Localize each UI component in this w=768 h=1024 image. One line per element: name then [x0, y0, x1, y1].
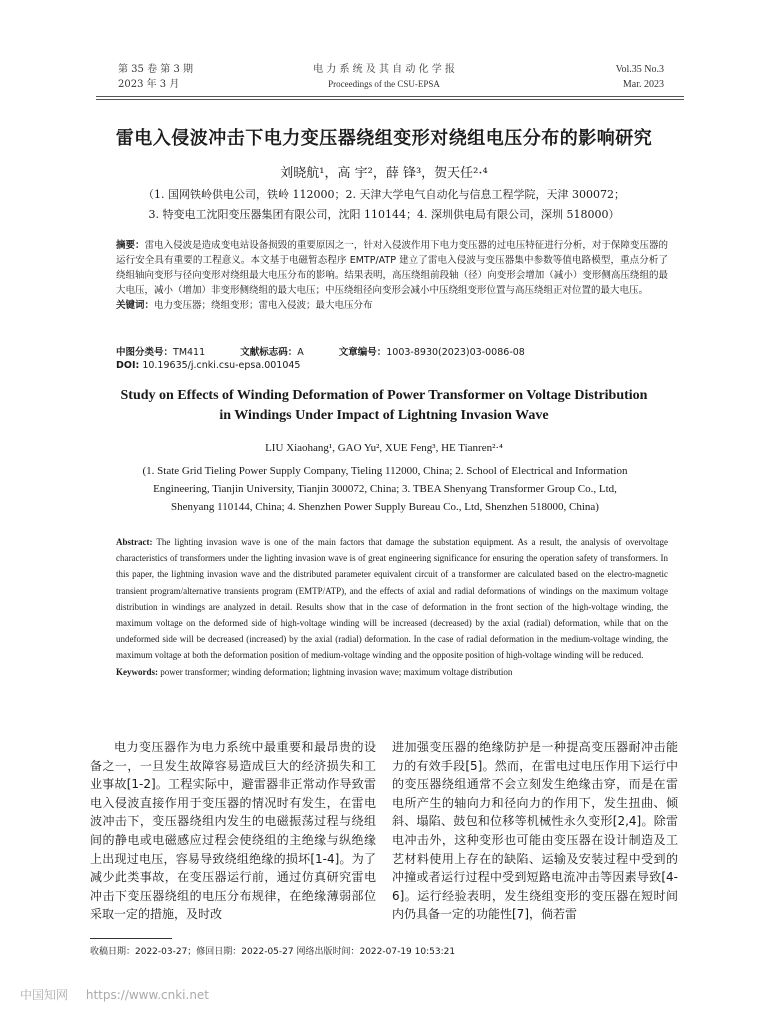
doc-code-value: A	[297, 347, 304, 358]
paper-title-cn: 雷电入侵波冲击下电力变压器绕组变形对绕组电压分布的影响研究	[115, 128, 653, 149]
received-dates-footnote: 收稿日期：2022-03-27；修回日期：2022-05-27 网络出版时间：2022-07-19 10:53:21	[90, 947, 456, 957]
issue-date-text: 2023 年 3 月	[118, 79, 180, 90]
body-column-right	[392, 738, 678, 924]
clc-value: TM411	[173, 347, 206, 358]
authors-en: LIU Xiaohang¹, GAO Yu², XUE Feng³, HE Tianren²·⁴	[265, 442, 503, 454]
affiliation-cn-line2: 3. 特变电工沈阳变压器集团有限公司，沈阳 110144；4. 深圳供电局有限公司，深圳 518000）	[148, 208, 620, 221]
body-column-left	[90, 738, 376, 924]
volume-issue-text: 第 35 卷 第 3 期	[118, 64, 193, 75]
paper-title-en	[0, 386, 768, 426]
month-year-text: Mar. 2023	[622, 79, 664, 90]
header-rule-top	[96, 96, 684, 97]
doi-link[interactable]: 10.19635/j.cnki.csu-epsa.001045	[142, 360, 301, 371]
affiliation-en-line1: (1. State Grid Tieling Power Supply Company, Tieling 112000, China; 2. School of Electrical and Information	[142, 465, 628, 477]
article-no-label: 文章编号：	[338, 347, 387, 358]
doi-label: DOI:	[116, 360, 140, 371]
abstract-en-text: The lighting invasion wave is one of the main factors that damage the substation equipment. As a result, the analysis of overvoltage characteristics of transformers under the lighting invasion wave is of great engineering significance for ensuring the operation safety of transformers. In this paper, the lightning invasion wave and the distributed parameter equivalent circuit of a transformer are calculated based on the electro-magnetic transient program/alternative transients program (EMTP/ATP), and the effects of axial and radial deformations of windings on the maximum voltage distribution in windings are analyzed in detail. Results show that in the case of deformation in the front section of the high-voltage winding, the maximum voltage on the deformed side of high-voltage winding will be increased (decreased) by the axial (radial) deformation, while that on the undeformed side will be decreased (increased) by the axial (radial) deformation. In the case of radial deformation in the medium-voltage winding, the maximum voltage at both the deformation position of medium-voltage winding and the opposite position of high-voltage winding will be reduced.	[116, 537, 668, 661]
journal-vol-no-en	[616, 62, 664, 92]
abstract-cn-text: 雷电入侵波是造成变电站设备损毁的重要原因之一，针对入侵波作用下电力变压器的过电压特征进行分析，对于保障变压器的运行安全具有重要的工程意义。本文基于电磁暂态程序 EMTP/ATP 建立了雷电入侵波与变压器集中参数等值电路模型，重点分析了绕组轴向变形与径向变形对绕组最大电压分布的影响。结果表明，高压绕组前段轴（径）向变形会增加（减小）变形侧高压绕组的最大电压，减小（增加）非变形侧绕组的最大电压；中压绕组径向变形会减小中压绕组变形位置与高压绕组正对位置的最大电压。	[116, 240, 668, 296]
keywords-en-label: Keywords:	[116, 666, 158, 677]
abstract-cn	[116, 238, 668, 313]
journal-name-cn: 电 力 系 统 及 其 自 动 化 学 报	[313, 64, 455, 75]
paper-title-en-line1: Study on Effects of Winding Deformation of Power Transformer on Voltage Distribution	[120, 388, 648, 403]
keywords-en: power transformer; winding deformation; lightning invasion wave; maximum voltage distribution	[160, 666, 513, 677]
watermark-url[interactable]: https://www.cnki.net	[85, 988, 210, 1002]
vol-no-text: Vol.35 No.3	[615, 64, 664, 75]
paper-title-en-line2: in Windings Under Impact of Lightning Invasion Wave	[219, 408, 549, 423]
keywords-cn: 电力变压器；绕组变形；雷电入侵波；最大电压分布	[154, 300, 373, 311]
affiliation-en-line2: Engineering, Tianjin University, Tianjin 300072, China; 3. TBEA Shenyang Transformer Group Co., Ltd,	[153, 483, 617, 495]
body-paragraph-right: 进加强变压器的绝缘防护是一种提高变压器耐冲击能力的有效手段[5]。然而，在雷电过电压作用下运行中的变压器绕组通常不会立刻发生绝缘击穿，而是在雷电所产生的轴向力和径向力的作用下，发生扭曲、倾斜、塌陷、鼓包和位移等机械性永久变形[2,4]。除雷电冲击外，这种变形也可能由变压器在设计制造及工艺材料使用上存在的缺陷、运输及安装过程中受到的冲撞或者运行过程中受到短路电流冲击等因素导致[4-6]。运行经验表明，发生绕组变形的变压器在短时间内仍具备一定的功能性[7]，倘若雷	[392, 740, 678, 922]
authors-cn: 刘晓航¹，高 宇²，薛 锋³，贺天任²·⁴	[280, 166, 488, 181]
clc-label: 中图分类号：	[116, 347, 174, 358]
cnki-watermark	[20, 986, 223, 1003]
watermark-site-name: 中国知网	[20, 988, 69, 1002]
affiliation-en-line3: Shenyang 110144, China; 4. Shenzhen Power Supply Bureau Co., Ltd, Shenzhen 518000, China)	[171, 501, 599, 513]
footnote-rule	[90, 938, 172, 939]
classification-line	[116, 344, 557, 358]
header-rule-bottom	[96, 99, 684, 100]
article-no-value: 1003-8930(2023)03-0086-08	[386, 347, 525, 358]
keywords-cn-label: 关键词：	[116, 300, 155, 311]
abstract-en	[116, 534, 668, 680]
body-paragraph-left: 电力变压器作为电力系统中最重要和最昂贵的设备之一，一旦发生故障容易造成巨大的经济损失和工业事故[1-2]。工程实际中，避雷器非正常动作导致雷电入侵波直接作用于变压器的情况时有发生，在雷电波冲击下，变压器绕组内发生的电磁振荡过程与绕组间的静电或电磁感应过程会使绕组的主绝缘与纵绝缘上出现过电压，容易导致绕组绝缘的损坏[1-4]。为了减少此类事故，在变压器运行前，通过仿真研究雷电冲击下变压器绕组的电压分布规律，在绝缘薄弱部位采取一定的措施，及时改	[90, 740, 376, 922]
abstract-en-label: Abstract:	[116, 537, 153, 547]
doi-line	[116, 360, 300, 371]
abstract-cn-label: 摘要：	[116, 240, 145, 251]
doc-code-label: 文献标志码：	[240, 347, 298, 358]
affiliation-cn-line1: （1. 国网铁岭供电公司，铁岭 112000；2. 天津大学电气自动化与信息工程学院，天津 300072；	[143, 188, 625, 201]
journal-name-en: Proceedings of the CSU-EPSA	[328, 79, 440, 89]
affiliation-en	[90, 462, 680, 516]
